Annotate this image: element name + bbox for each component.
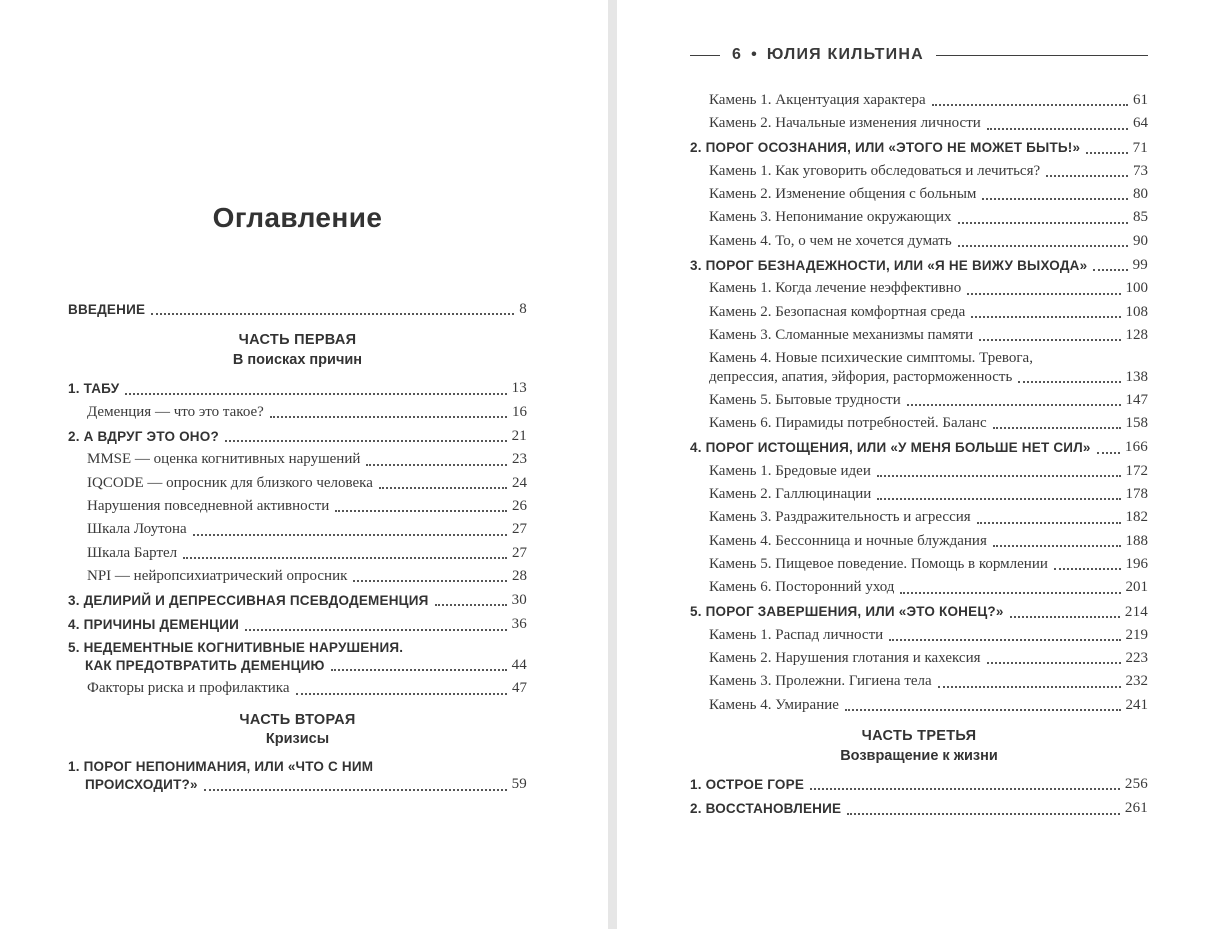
toc-entry-line	[690, 603, 1148, 621]
dot-leader	[993, 545, 1121, 547]
entry-title: КАК ПРЕДОТВРАТИТЬ ДЕМЕНЦИЮ	[85, 657, 325, 673]
entry-page-number: 30	[511, 592, 527, 609]
entry-title: 4. ПОРОГ ИСТОЩЕНИЯ, ИЛИ «У МЕНЯ БОЛЬШЕ НЕТ СИЛ»	[690, 440, 1091, 456]
entry-title: Шкала Бартел	[87, 544, 178, 561]
entry-page-number: 172	[1125, 462, 1148, 479]
dot-leader	[366, 464, 507, 466]
entry-title: 2. ВОССТАНОВЛЕНИЕ	[690, 801, 842, 817]
entry-page-number: 16	[512, 403, 527, 420]
dot-leader	[938, 686, 1121, 688]
entry-page-number: 61	[1133, 92, 1148, 108]
entry-title: Камень 4. То, о чем не хочется думать	[709, 232, 952, 249]
entry-page-number: 108	[1125, 303, 1148, 320]
entry-title: 1. ОСТРОЕ ГОРЕ	[690, 776, 805, 792]
dot-leader	[971, 316, 1120, 318]
entry-title: IQCODE — опросник для близкого человека	[87, 474, 373, 491]
entry-title: Камень 2. Безопасная комфортная среда	[709, 303, 966, 320]
entry-title: Камень 4. Умирание	[709, 696, 839, 713]
entry-title: Камень 1. Акцентуация характера	[709, 92, 926, 108]
toc-entry-line	[709, 326, 1148, 344]
page-gutter-divider	[608, 0, 617, 929]
toc-entry-line	[690, 256, 1148, 274]
dot-leader	[193, 534, 507, 536]
toc-entry-line	[68, 591, 527, 609]
dot-leader	[877, 475, 1121, 477]
toc-entry	[68, 567, 527, 585]
entry-title: Камень 1. Как уговорить обследоваться и лечиться?	[709, 162, 1041, 179]
toc-entry	[690, 508, 1148, 526]
toc-entry-line	[709, 279, 1148, 297]
dot-leader	[958, 245, 1128, 247]
toc-entry	[68, 379, 527, 397]
entry-page-number: 21	[511, 428, 527, 445]
entry-title: 5. ПОРОГ ЗАВЕРШЕНИЯ, ИЛИ «ЭТО КОНЕЦ?»	[690, 604, 1004, 620]
toc-entry-line	[87, 474, 527, 492]
toc-entry	[690, 799, 1148, 817]
entry-page-number: 178	[1125, 486, 1148, 503]
toc-entry-line	[709, 578, 1148, 596]
dot-leader	[993, 427, 1121, 429]
entry-title: Шкала Лоутона	[87, 521, 187, 538]
dot-leader	[958, 222, 1128, 224]
section-title: ЧАСТЬ ВТОРАЯ	[239, 711, 356, 728]
entry-page-number: 73	[1133, 162, 1148, 179]
toc-entry	[690, 462, 1148, 480]
dot-leader	[435, 604, 507, 606]
entry-page-number: 8	[519, 301, 527, 317]
toc-entry	[690, 555, 1148, 573]
toc-entry-line	[68, 775, 527, 793]
toc-entry	[68, 679, 527, 697]
toc-entry	[68, 300, 527, 318]
dot-leader	[907, 404, 1121, 406]
entry-title: Камень 3. Непонимание окружающих	[709, 209, 952, 226]
running-header	[690, 46, 1148, 64]
dot-leader	[982, 198, 1128, 200]
entry-title: Камень 1. Бредовые идеи	[709, 462, 871, 479]
dot-leader	[810, 788, 1120, 790]
dot-leader	[845, 709, 1121, 711]
toc-entry-line	[690, 438, 1148, 456]
entry-page-number: 182	[1125, 509, 1148, 526]
dot-leader	[1097, 452, 1120, 454]
entry-title: Камень 2. Изменение общения с больным	[709, 186, 977, 203]
section-subtitle: Кризисы	[265, 731, 330, 748]
dot-leader	[1018, 381, 1120, 383]
toc-entry-line	[709, 368, 1148, 386]
header-rule-left	[690, 55, 720, 56]
section-subtitle: В поисках причин	[232, 351, 363, 368]
entry-page-number: 71	[1132, 139, 1148, 156]
entry-page-number: 241	[1125, 696, 1148, 713]
dot-leader	[987, 662, 1121, 664]
toc-entry-line	[87, 403, 527, 421]
entry-title: 5. НЕДЕМЕНТНЫЕ КОГНИТИВНЫЕ НАРУШЕНИЯ.	[68, 639, 404, 655]
dot-leader	[183, 557, 507, 559]
entry-page-number: 219	[1125, 626, 1148, 643]
entry-title: 2. ПОРОГ ОСОЗНАНИЯ, ИЛИ «ЭТОГО НЕ МОЖЕТ БЫТЬ!»	[690, 140, 1081, 156]
entry-page-number: 261	[1124, 800, 1148, 817]
toc-entry	[690, 349, 1148, 386]
dot-leader	[225, 440, 507, 442]
toc-section-heading	[690, 727, 1148, 766]
toc-entry-line	[709, 555, 1148, 573]
toc-entry	[690, 208, 1148, 226]
entry-page-number: 90	[1133, 232, 1148, 249]
entry-title: Камень 6. Пирамиды потребностей. Баланс	[709, 415, 987, 432]
toc-entries-right	[690, 91, 1148, 818]
entry-title: Камень 6. Посторонний уход	[709, 579, 895, 596]
toc-entry	[690, 114, 1148, 132]
toc-entry	[68, 759, 527, 794]
toc-entry-line	[709, 696, 1148, 714]
dot-leader	[204, 789, 507, 791]
toc-entry-line	[709, 114, 1148, 132]
author-name: ЮЛИЯ КИЛЬТИНА	[766, 46, 924, 63]
section-title: ЧАСТЬ ПЕРВАЯ	[238, 332, 357, 349]
dot-leader	[331, 669, 507, 671]
entry-title: 1. ПОРОГ НЕПОНИМАНИЯ, ИЛИ «ЧТО С НИМ	[68, 758, 374, 774]
entry-title: Камень 5. Пищевое поведение. Помощь в кормлении	[709, 555, 1048, 572]
right-page	[617, 0, 1215, 929]
toc-entry	[68, 474, 527, 492]
entry-page-number: 59	[511, 776, 527, 793]
toc-entry-line	[68, 300, 527, 318]
dot-leader	[1010, 616, 1120, 618]
dot-leader	[977, 522, 1121, 524]
entry-page-number: 100	[1125, 280, 1148, 297]
dot-leader	[151, 313, 514, 315]
header-separator-dot: •	[751, 46, 758, 63]
entry-page-number: 138	[1125, 368, 1148, 385]
entry-title: ВВЕДЕНИЕ	[68, 301, 146, 317]
entry-page-number: 128	[1125, 326, 1148, 343]
toc-entry	[690, 485, 1148, 503]
toc-entry-line	[709, 391, 1148, 409]
toc-entry-line	[87, 679, 527, 697]
toc-entry-line	[87, 544, 527, 562]
dot-leader	[1086, 152, 1127, 154]
header-text	[732, 46, 924, 64]
entry-title: Камень 2. Начальные изменения личности	[709, 115, 981, 132]
toc-entry-line	[87, 497, 527, 515]
entry-title: Камень 2. Нарушения глотания и кахексия	[709, 650, 981, 667]
entry-page-number: 24	[512, 474, 527, 491]
entry-page-number: 47	[512, 680, 527, 697]
section-subtitle: Возвращение к жизни	[840, 747, 998, 764]
entry-page-number: 158	[1125, 415, 1148, 432]
toc-entry-line	[709, 414, 1148, 432]
toc-entry-line	[709, 162, 1148, 180]
dot-leader	[335, 510, 507, 512]
entry-title: 2. А ВДРУГ ЭТО ОНО?	[68, 428, 219, 444]
entry-page-number: 80	[1133, 186, 1148, 203]
entry-title: 1. ТАБУ	[68, 381, 120, 397]
entry-page-number: 23	[512, 451, 527, 468]
entry-page-number: 166	[1124, 439, 1148, 456]
entry-page-number: 201	[1125, 579, 1148, 596]
toc-entry	[690, 232, 1148, 250]
entry-page-number: 27	[512, 521, 527, 538]
entry-page-number: 13	[511, 380, 527, 397]
toc-entry	[68, 497, 527, 515]
dot-leader	[967, 293, 1120, 295]
toc-entry-line	[709, 626, 1148, 644]
toc-entry	[690, 578, 1148, 596]
entry-title: 3. ПОРОГ БЕЗНАДЕЖНОСТИ, ИЛИ «Я НЕ ВИЖУ ВЫХОДА»	[690, 257, 1088, 273]
toc-entry-line	[68, 640, 527, 656]
toc-entry-line	[709, 349, 1148, 367]
dot-leader	[379, 487, 507, 489]
toc-entry	[690, 414, 1148, 432]
entry-title: Деменция — что это такое?	[87, 403, 264, 420]
entry-title: Камень 1. Распад личности	[709, 626, 884, 643]
entry-title: Камень 4. Бессонница и ночные блуждания	[709, 532, 987, 549]
toc-entry	[68, 544, 527, 562]
toc-entry-line	[709, 672, 1148, 690]
entry-page-number: 99	[1132, 257, 1148, 274]
entry-title: Камень 5. Бытовые трудности	[709, 391, 901, 408]
toc-entry	[690, 532, 1148, 550]
toc-entry	[690, 303, 1148, 321]
dot-leader	[125, 393, 506, 395]
toc-title: Оглавление	[212, 202, 383, 233]
toc-entry	[690, 626, 1148, 644]
toc-section-heading	[68, 711, 527, 750]
toc-entry-line	[690, 799, 1148, 817]
dot-leader	[932, 104, 1128, 106]
entry-page-number: 214	[1124, 603, 1148, 620]
entry-page-number: 36	[511, 616, 527, 633]
toc-entry	[690, 256, 1148, 274]
entry-title: NPI — нейропсихиатрический опросник	[87, 567, 348, 584]
entry-page-number: 28	[512, 567, 527, 584]
entry-title: Камень 1. Когда лечение неэффективно	[709, 280, 962, 297]
toc-entry-line	[709, 532, 1148, 550]
toc-entry-line	[709, 462, 1148, 480]
entry-page-number: 85	[1133, 209, 1148, 226]
toc-entry	[690, 185, 1148, 203]
dot-leader	[979, 339, 1120, 341]
entry-page-number: 26	[512, 497, 527, 514]
toc-entry-line	[68, 379, 527, 397]
toc-entry-line	[709, 185, 1148, 203]
dot-leader	[847, 813, 1120, 815]
toc-entry-line	[709, 208, 1148, 226]
toc-entry-line	[87, 567, 527, 585]
toc-entry-line	[87, 520, 527, 538]
entry-page-number: 196	[1125, 555, 1148, 572]
toc-entry	[68, 591, 527, 609]
entry-title: Камень 4. Новые психические симптомы. Тревога,	[709, 350, 1033, 367]
toc-entry	[690, 438, 1148, 456]
toc-entry-line	[690, 775, 1148, 793]
entry-title: 3. ДЕЛИРИЙ И ДЕПРЕССИВНАЯ ПСЕВДОДЕМЕНЦИЯ	[68, 592, 429, 608]
toc-entries-left	[68, 300, 527, 794]
entry-title: Факторы риска и профилактика	[87, 680, 290, 697]
toc-entry	[690, 391, 1148, 409]
toc-entry-line	[68, 427, 527, 445]
toc-entry	[690, 279, 1148, 297]
toc-entry	[690, 91, 1148, 109]
entry-title: депрессия, апатия, эйфория, расторможенность	[709, 368, 1013, 385]
toc-entry	[690, 603, 1148, 621]
toc-entry-line	[709, 649, 1148, 667]
toc-entry	[690, 162, 1148, 180]
entry-page-number: 223	[1125, 650, 1148, 667]
toc-entry	[68, 403, 527, 421]
entry-page-number: 256	[1124, 776, 1148, 793]
toc-entry	[690, 696, 1148, 714]
entry-title: Камень 2. Галлюцинации	[709, 486, 872, 503]
entry-title: Камень 3. Сломанные механизмы памяти	[709, 326, 974, 343]
dot-leader	[1093, 269, 1127, 271]
header-rule-right	[936, 55, 1148, 56]
entry-title: 4. ПРИЧИНЫ ДЕМЕНЦИИ	[68, 617, 240, 633]
dot-leader	[270, 416, 507, 418]
entry-page-number: 64	[1133, 115, 1148, 132]
dot-leader	[900, 592, 1120, 594]
toc-entry-line	[690, 139, 1148, 157]
page-number: 6	[732, 46, 743, 63]
entry-title: Камень 3. Раздражительность и агрессия	[709, 509, 971, 526]
dot-leader	[1054, 568, 1121, 570]
toc-entry-line	[709, 508, 1148, 526]
entry-title: Камень 3. Пролежни. Гигиена тела	[709, 673, 932, 690]
entry-page-number: 232	[1125, 673, 1148, 690]
dot-leader	[889, 639, 1120, 641]
toc-entry-line	[68, 656, 527, 674]
entry-title: Нарушения повседневной активности	[87, 497, 330, 514]
toc-entry	[690, 649, 1148, 667]
dot-leader	[353, 580, 507, 582]
dot-leader	[877, 498, 1120, 500]
toc-entry-line	[709, 485, 1148, 503]
toc-entry-line	[87, 450, 527, 468]
toc-entry-line	[68, 759, 527, 775]
section-title: ЧАСТЬ ТРЕТЬЯ	[861, 728, 977, 745]
toc-section-heading	[68, 331, 527, 370]
toc-entry	[68, 520, 527, 538]
dot-leader	[1046, 175, 1128, 177]
toc-entry	[68, 640, 527, 675]
toc-entry	[690, 775, 1148, 793]
entry-page-number: 188	[1125, 532, 1148, 549]
entry-page-number: 27	[512, 544, 527, 561]
dot-leader	[987, 128, 1128, 130]
entry-page-number: 44	[511, 657, 527, 674]
toc-entry	[690, 139, 1148, 157]
dot-leader	[296, 693, 507, 695]
toc-entry	[690, 326, 1148, 344]
toc-entry-line	[709, 303, 1148, 321]
toc-entry	[690, 672, 1148, 690]
dot-leader	[245, 629, 507, 631]
entry-page-number: 147	[1125, 391, 1148, 408]
toc-entry-line	[68, 615, 527, 633]
entry-title: ПРОИСХОДИТ?»	[85, 777, 198, 793]
toc-entry	[68, 450, 527, 468]
toc-entry	[68, 427, 527, 445]
entry-title: MMSE — оценка когнитивных нарушений	[87, 451, 361, 468]
toc-entry-line	[709, 232, 1148, 250]
toc-entry	[68, 615, 527, 633]
toc-entry-line	[709, 91, 1148, 109]
